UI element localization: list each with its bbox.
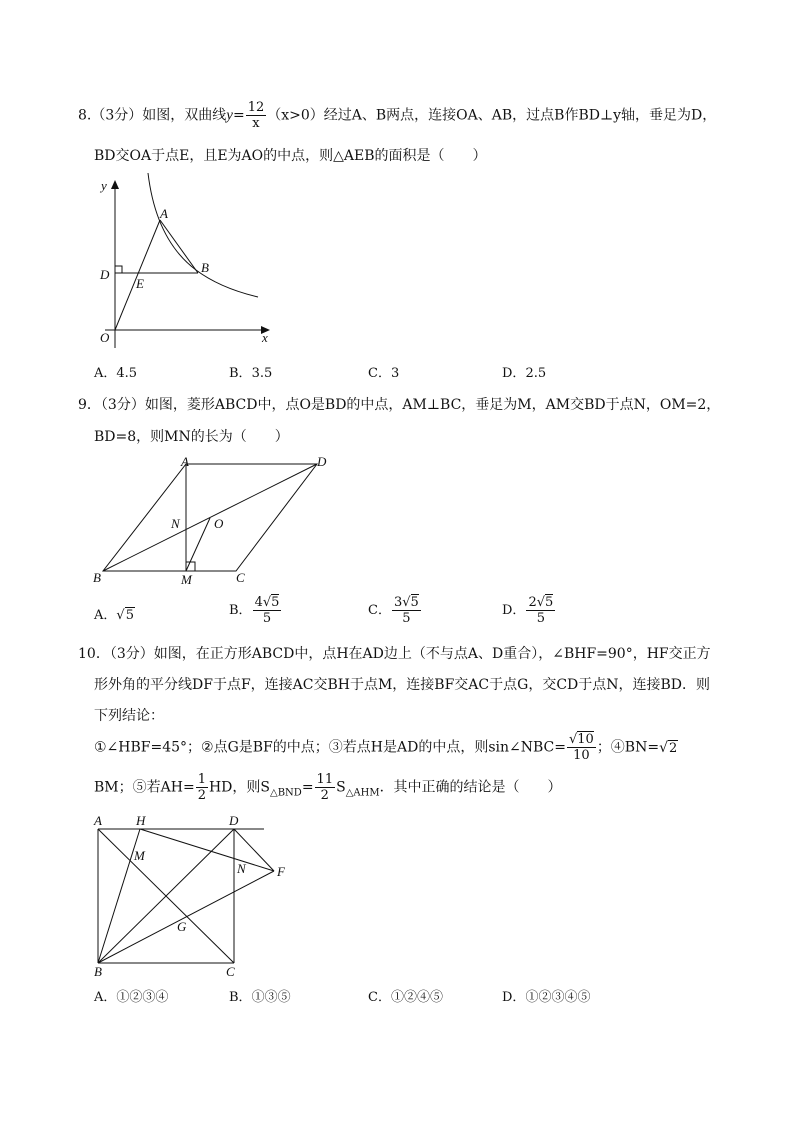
q9-option-c[interactable] — [368, 596, 422, 625]
q9-option-c-den: 5 — [402, 610, 411, 626]
q8-label-y: y — [101, 178, 107, 193]
q9-line2: BD=8，则MN的长为（ ） — [94, 429, 289, 445]
q8-line1 — [78, 101, 716, 130]
q10-half-num: 1 — [197, 772, 206, 787]
q8-number: 8. — [78, 107, 92, 124]
q10-option-c-value: ①②④⑤ — [390, 990, 443, 1005]
q8-option-c-letter: C． — [368, 366, 391, 381]
q9-score: （3分） — [100, 397, 145, 413]
q9-option-b-den: 5 — [262, 610, 272, 626]
q8-option-b[interactable] — [229, 362, 272, 381]
q9-label-M: M — [181, 572, 192, 587]
q8-func-y: y — [226, 107, 233, 124]
q10-option-b-value: ①③⑤ — [251, 990, 291, 1005]
q8-label-B: B — [201, 260, 209, 275]
q10-eleven-frac — [315, 773, 336, 802]
q8-option-d-letter: D． — [502, 366, 526, 381]
q10-eleven-num: 11 — [316, 772, 334, 787]
q8-fraction — [246, 101, 267, 130]
q10-half-den: 2 — [197, 787, 206, 803]
q10-l5a: BM；⑤若AH= — [94, 779, 195, 796]
q8-option-b-value: 3.5 — [251, 366, 273, 381]
q8-line-AB — [160, 220, 198, 273]
q8-line-OA — [115, 220, 160, 330]
q10-sin-radicand: 10 — [577, 732, 594, 747]
q9-option-b-radicand: 5 — [271, 595, 280, 610]
q10-sub-bnd: △BND — [270, 787, 302, 799]
q9-option-a[interactable] — [94, 604, 135, 623]
q10-line2: 形外角的平分线DF于点F，连接AC交BH于点M，连接BF交AC于点G，交CD于点N，连接BD．则 — [94, 677, 711, 693]
q9-option-d-letter: D． — [502, 603, 526, 619]
q8-label-A: A — [160, 206, 168, 221]
q8-score: （3分） — [91, 107, 143, 124]
q8-label-x: x — [262, 330, 268, 345]
q10-option-d-value: ①②③④⑤ — [525, 990, 591, 1005]
q8-option-c-value: 3 — [390, 366, 400, 381]
q9-label-O: O — [214, 516, 224, 531]
q10-label-G: G — [177, 919, 187, 934]
q9-option-b-frac: $\frac{4√5}{5}$ — [254, 595, 280, 626]
q10-sub-ahm: △AHM — [345, 787, 380, 799]
q9-label-B: B — [93, 570, 101, 585]
q10-line1 — [78, 643, 711, 663]
q10-sin-frac: $\frac{√10}{10}$ — [568, 732, 594, 763]
q8-hyperbola — [148, 173, 258, 297]
q10-score: （3分） — [109, 646, 154, 662]
q9-label-C: C — [236, 570, 245, 585]
q9-option-a-sqrt: √5 — [116, 608, 134, 623]
q8-text-a: 如图，双曲线 — [142, 107, 227, 124]
q9-option-a-letter: A． — [94, 608, 117, 623]
q10-number: 10． — [78, 646, 110, 662]
q10-l5b: HD，则S — [208, 779, 270, 796]
q10-half-frac — [196, 773, 208, 802]
q10-sqrt2-radicand: 2 — [669, 740, 678, 756]
q8-text-b: 经过A、B两点，连接OA、AB，过点B作BD⊥y轴，垂足为D， — [323, 107, 717, 124]
q10-label-A: A — [94, 813, 102, 828]
q10-sin-den: 10 — [573, 747, 590, 763]
q9-option-d[interactable] — [502, 596, 556, 625]
q10-option-a[interactable] — [94, 986, 168, 1005]
q10-label-F: F — [277, 864, 285, 879]
q9-option-b-letter: B． — [229, 603, 252, 619]
q10-label-H: H — [136, 813, 146, 828]
q8-label-D: D — [100, 267, 110, 282]
q9-right-angle — [186, 562, 195, 571]
q8-y-arrow — [111, 180, 119, 189]
q9-option-c-coef: 3 — [393, 595, 403, 610]
q10-l5c: = — [301, 779, 314, 796]
q9-option-a-radicand: 5 — [125, 608, 134, 623]
q8-option-d[interactable] — [502, 362, 546, 381]
q9-option-d-radicand: 5 — [545, 595, 554, 610]
q10-l5d: S — [336, 779, 346, 796]
q8-frac-den: x — [252, 115, 260, 131]
q8-figure — [90, 170, 290, 350]
q10-option-b[interactable] — [229, 986, 291, 1005]
q8-label-E: E — [136, 276, 144, 291]
q9-option-b-coef: 4 — [254, 595, 263, 610]
q9-line1 — [78, 394, 720, 414]
q8-option-d-value: 2.5 — [525, 366, 547, 381]
q10-label-B: B — [94, 964, 102, 979]
q10-option-c[interactable] — [368, 986, 443, 1005]
q9-label-D: D — [317, 454, 327, 469]
q9-number: 9． — [78, 397, 101, 413]
q9-option-c-letter: C． — [368, 603, 391, 619]
q10-label-M: M — [134, 848, 145, 863]
q8-option-b-letter: B． — [229, 366, 252, 381]
q9-option-d-den: 5 — [536, 610, 545, 626]
q9-option-c-frac: $\frac{3√5}{5}$ — [393, 595, 419, 626]
q9-diag-BD — [103, 464, 317, 571]
q10-figure — [88, 810, 298, 980]
q9-option-b[interactable] — [229, 596, 282, 625]
q8-option-a-letter: A． — [94, 366, 117, 381]
q9-option-d-frac: $\frac{2√5}{5}$ — [528, 595, 554, 626]
q10-line5 — [94, 773, 562, 802]
q8-eq: = — [232, 107, 245, 124]
q10-sqrt2: √2 — [659, 739, 678, 756]
q10-conclusions-1: ①∠HBF=45°；②点G是BF的中点；③若点H是AD的中点，则sin∠NBC= — [94, 739, 566, 756]
q10-eleven-den: 2 — [320, 787, 329, 803]
q9-line-OM — [186, 518, 210, 571]
q10-option-a-letter: A． — [94, 990, 117, 1005]
q9-label-N: N — [171, 516, 180, 531]
q8-option-a[interactable] — [94, 362, 137, 381]
q10-option-d[interactable] — [502, 986, 590, 1005]
q10-option-c-letter: C． — [368, 990, 391, 1005]
q8-cond: （x>0） — [267, 107, 324, 124]
q10-option-d-letter: D． — [502, 990, 526, 1005]
q10-label-N: N — [237, 861, 246, 876]
q8-option-c[interactable] — [368, 362, 399, 381]
q10-text-1: 如图，在正方形ABCD中，点H在AD边上（不与点A、D重合），∠BHF=90°，HF交正方 — [153, 646, 711, 662]
q10-option-b-letter: B． — [229, 990, 252, 1005]
q10-conclusion-4: ；④BN= — [596, 739, 660, 756]
q9-text-1: 如图，菱形ABCD中，点O是BD的中点，AM⊥BC，垂足为M，AM交BD于点N，OM=2， — [144, 397, 721, 413]
q9-option-d-coef: 2 — [528, 595, 537, 610]
q8-right-angle — [115, 266, 122, 273]
q9-label-A: A — [181, 454, 189, 469]
q8-option-a-value: 4.5 — [116, 366, 138, 381]
q8-label-O: O — [100, 330, 110, 345]
q8-frac-num: 12 — [247, 100, 265, 115]
q8-line2: BD交OA于点E，且E为AO的中点，则△AEB的面积是（ ） — [94, 148, 487, 164]
q10-option-a-value: ①②③④ — [116, 990, 169, 1005]
q10-label-C: C — [226, 964, 235, 979]
q9-option-c-radicand: 5 — [410, 595, 419, 610]
q10-label-D: D — [229, 813, 239, 828]
q10-l5e: ．其中正确的结论是（ ） — [379, 779, 562, 796]
q10-line4 — [94, 733, 678, 762]
q10-line3: 下列结论： — [94, 708, 164, 724]
q9-figure — [88, 452, 338, 592]
q10-line-BF — [98, 871, 274, 963]
